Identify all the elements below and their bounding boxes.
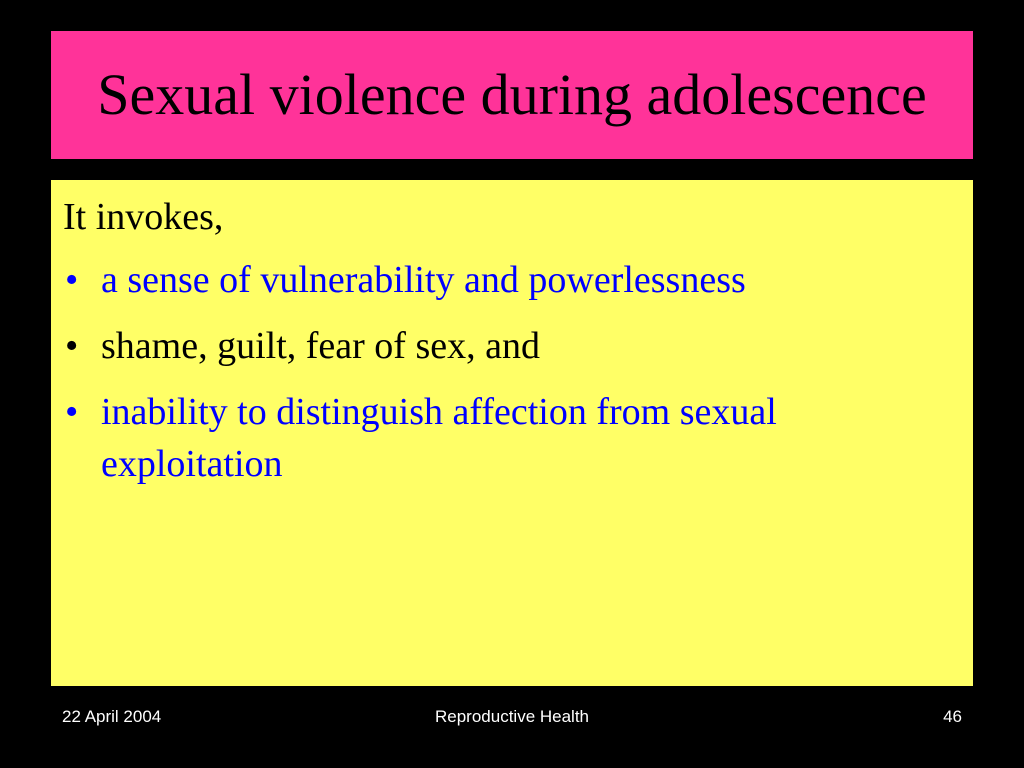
bullet-item bbox=[63, 320, 961, 372]
slide-number: 46 bbox=[943, 707, 962, 726]
bullet-list bbox=[63, 254, 961, 490]
intro-text: It invokes, bbox=[63, 196, 224, 238]
bullet-text: shame, guilt, fear of sex, and bbox=[101, 325, 540, 367]
bullet-icon: • bbox=[65, 325, 79, 367]
bullet-text: a sense of vulnerability and powerlessness bbox=[101, 259, 746, 301]
footer-date: 22 April 2004 bbox=[62, 707, 162, 726]
bullet-icon: • bbox=[65, 391, 79, 433]
bullet-text: inability to distinguish affection from sexual exploitation bbox=[101, 391, 777, 485]
content-box bbox=[51, 180, 973, 686]
slide-title: Sexual violence during adolescence bbox=[97, 62, 927, 127]
bullet-icon: • bbox=[65, 259, 79, 301]
title-box bbox=[51, 31, 973, 159]
bullet-item bbox=[63, 254, 961, 306]
footer-title: Reproductive Health bbox=[434, 707, 590, 726]
bullet-item bbox=[63, 386, 961, 490]
